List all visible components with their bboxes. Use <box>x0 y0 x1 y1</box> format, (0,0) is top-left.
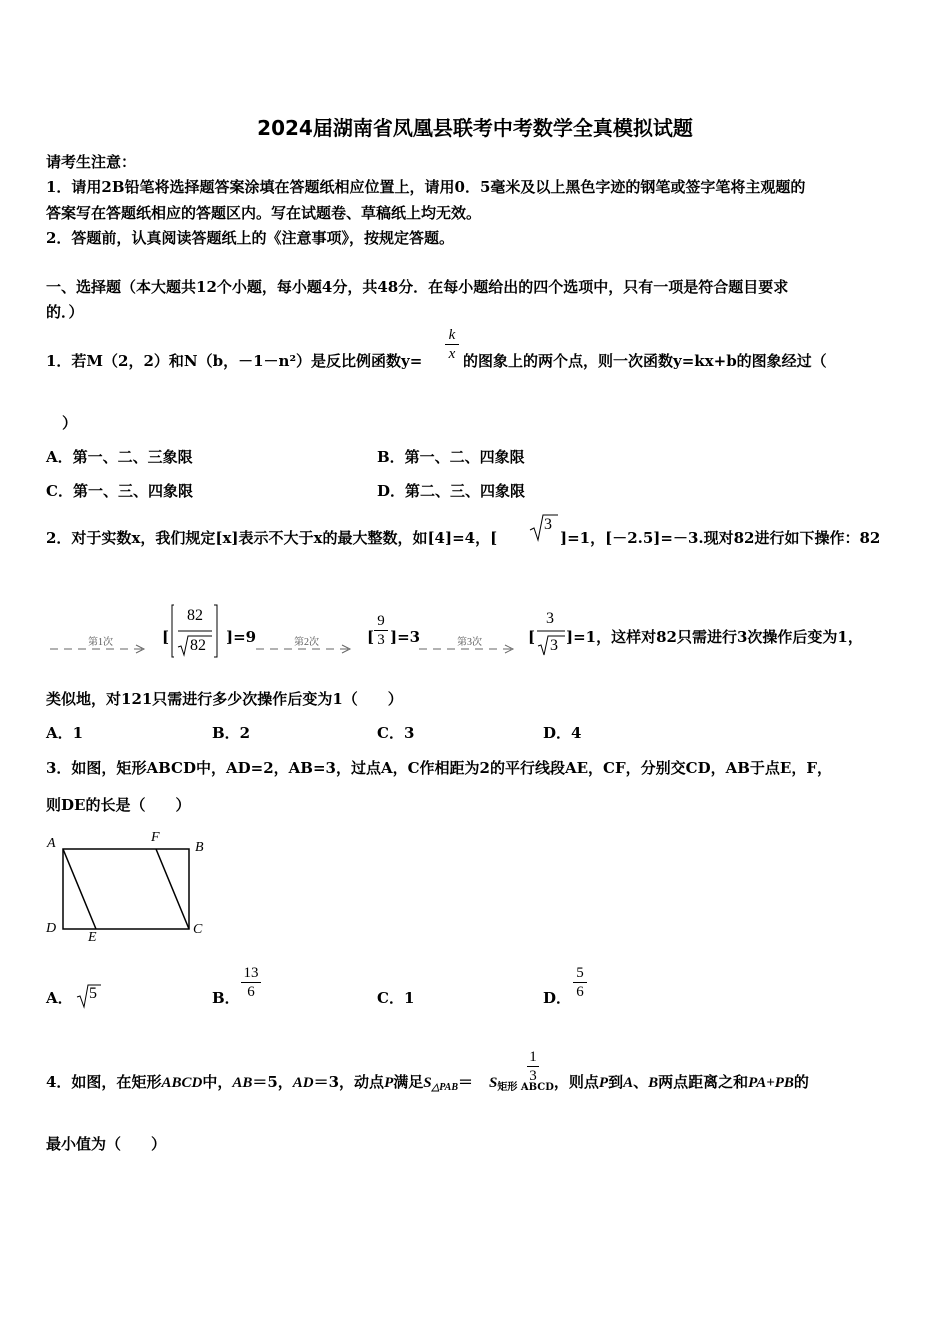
step2-label: 第2次 <box>294 637 319 648</box>
q1-stem-post: 的图象上的两个点，则一次函数y=kx+b的图象经过（ <box>463 352 827 370</box>
notice-line-3: 2．答题前，认真阅读答题纸上的《注意事项》，按规定答题。 <box>46 229 454 247</box>
q3-option-a-sqrt5 <box>76 982 102 1010</box>
q1-stem-pre: 1．若M（2，2）和N（b，－1－n²）是反比例函数y= <box>46 352 423 370</box>
label-f: F <box>151 830 160 845</box>
q2-sqrt3-value: 3 <box>544 516 552 533</box>
notice-heading: 请考生注意： <box>46 153 137 171</box>
q4-stem <box>46 1072 809 1095</box>
q2-fraction-2-denominator: 3 <box>377 632 385 648</box>
q1-fraction-numerator: k <box>448 327 456 343</box>
q2-result-1: ]=9 <box>226 628 257 646</box>
q3-option-b-fraction <box>239 964 263 1001</box>
q2-bracket-2-open: [ <box>367 628 375 646</box>
q3-option-d-numerator: 5 <box>576 965 584 981</box>
section-heading-line-1: 一、选择题（本大题共12个小题，每小题4分，共48分．在每小题给出的四个选项中，只有一项是符合题目要求 <box>46 278 789 296</box>
label-d: D <box>46 921 57 936</box>
q4-point-b: B <box>648 1075 659 1091</box>
q4-sub-pab: △PAB <box>431 1082 458 1093</box>
q4-point-a: A <box>623 1075 634 1091</box>
q3-option-c[interactable]: C．1 <box>377 989 415 1007</box>
q2-stem-pre: 2．对于实数x，我们规定[x]表示不大于x的最大整数，如[4]=4，[ <box>46 529 498 547</box>
section-heading-line-2: 的．） <box>46 303 84 321</box>
q3-option-d-denominator: 6 <box>576 984 584 1000</box>
q4-sum: PA+PB <box>748 1075 794 1091</box>
q4-sub-rect: 矩形 ABCD <box>497 1082 554 1093</box>
q2-fraction-3-numerator: 3 <box>546 610 554 627</box>
arrow-right-icon <box>419 637 519 657</box>
q2-fraction-1 <box>170 603 220 658</box>
q2-bracket-1-open: [ <box>162 628 170 646</box>
q3-line-1: 3．如图，矩形ABCD中，AD=2，AB=3，过点A，C作相距为2的平行线段AE，CF，分别交CD，AB于点E，F， <box>46 759 832 777</box>
q3-rectangle-figure <box>44 827 210 947</box>
q2-fraction-2 <box>372 612 390 649</box>
q2-option-d[interactable]: D．4 <box>543 724 582 742</box>
arrow-right-icon <box>256 637 356 657</box>
q2-bracket-3-open: [ <box>528 628 536 646</box>
q4-post3: 两点距离之和 <box>658 1073 749 1091</box>
q4-text-mid1: 中， <box>202 1073 233 1091</box>
q3-option-d[interactable]: D． <box>543 989 572 1007</box>
q4-rect-name: ABCD <box>161 1075 203 1091</box>
q1-option-b[interactable]: B．第一、二、四象限 <box>377 448 525 466</box>
q3-option-d-fraction <box>571 964 589 1001</box>
label-e: E <box>88 930 97 945</box>
q4-satisfy: 满足 <box>393 1073 424 1091</box>
notice-line-2: 答案写在答题纸相应的答题区内。写在试题卷、草稿纸上均无效。 <box>46 204 482 222</box>
label-b: B <box>195 840 204 855</box>
q1-option-d[interactable]: D．第二、三、四象限 <box>377 482 526 500</box>
q4-fraction-numerator: 1 <box>529 1049 537 1065</box>
q4-fraction <box>525 1048 541 1085</box>
q4-fraction-denominator: 3 <box>529 1068 537 1084</box>
q4-ab: AB <box>232 1075 253 1091</box>
q1-stem-close: ） <box>62 414 78 432</box>
q2-option-c[interactable]: C．3 <box>377 724 415 742</box>
label-c: C <box>193 922 203 937</box>
q3-option-a-value: 5 <box>89 985 97 1002</box>
q3-option-b-numerator: 13 <box>243 965 259 981</box>
q4-post: ，则点 <box>553 1073 599 1091</box>
step1-label: 第1次 <box>88 637 113 648</box>
q4-ad: AD <box>292 1075 314 1091</box>
q2-fraction-1-denominator: 82 <box>190 637 206 654</box>
q2-fraction-2-numerator: 9 <box>377 613 385 629</box>
q2-option-a[interactable]: A．1 <box>46 724 84 742</box>
q2-option-b[interactable]: B．2 <box>212 724 251 742</box>
q4-text-pre: 4．如图，在矩形 <box>46 1073 162 1091</box>
step3-label: 第3次 <box>457 637 482 648</box>
q4-post4: 的 <box>793 1073 809 1091</box>
q4-post2: 到 <box>608 1073 624 1091</box>
notice-line-1: 1．请用2B铅笔将选择题答案涂填在答题纸相应位置上，请用0．5毫米及以上黑色字迹的钢笔或签字笔将主观题的 <box>46 178 806 196</box>
q4-area-s: S <box>423 1075 432 1091</box>
q2-fraction-3-denominator: 3 <box>550 637 558 654</box>
label-a: A <box>47 836 56 851</box>
q4-point-p2: P <box>598 1075 609 1091</box>
q4-eq2: ＝3，动点 <box>313 1073 385 1091</box>
q3-option-b-denominator: 6 <box>247 984 255 1000</box>
q4-area-s2: S <box>489 1075 498 1091</box>
q1-fraction <box>443 326 461 363</box>
q4-line-2: 最小值为（ ） <box>46 1135 167 1153</box>
q4-eq1: ＝5， <box>252 1073 293 1091</box>
arrow-right-icon <box>50 637 150 657</box>
q1-option-a[interactable]: A．第一、二、三象限 <box>46 448 193 466</box>
q2-stem-post: ]=1，[－2.5]=－3.现对82进行如下操作：82 <box>560 529 881 547</box>
q2-sqrt3 <box>529 513 559 543</box>
q3-option-a[interactable]: A． <box>46 989 73 1007</box>
q1-fraction-denominator: x <box>448 346 456 362</box>
page-title: 2024届湖南省凤凰县联考中考数学全真模拟试题 <box>257 116 693 140</box>
q3-option-b[interactable]: B． <box>212 989 240 1007</box>
q1-option-c[interactable]: C．第一、三、四象限 <box>46 482 193 500</box>
q2-result-3: ]=1，这样对82只需进行3次操作后变为1， <box>566 628 863 646</box>
q2-fraction-3 <box>535 608 567 660</box>
q2-result-2: ]=3 <box>390 628 421 646</box>
q4-equals: ＝ <box>458 1073 474 1091</box>
q4-point-p: P <box>384 1075 394 1091</box>
q2-line-3: 类似地，对121只需进行多少次操作后变为1（ ） <box>46 690 403 708</box>
q4-sep: 、 <box>633 1073 649 1091</box>
q3-line-2: 则DE的长是（ ） <box>46 796 191 814</box>
q2-fraction-1-numerator: 82 <box>187 607 203 624</box>
